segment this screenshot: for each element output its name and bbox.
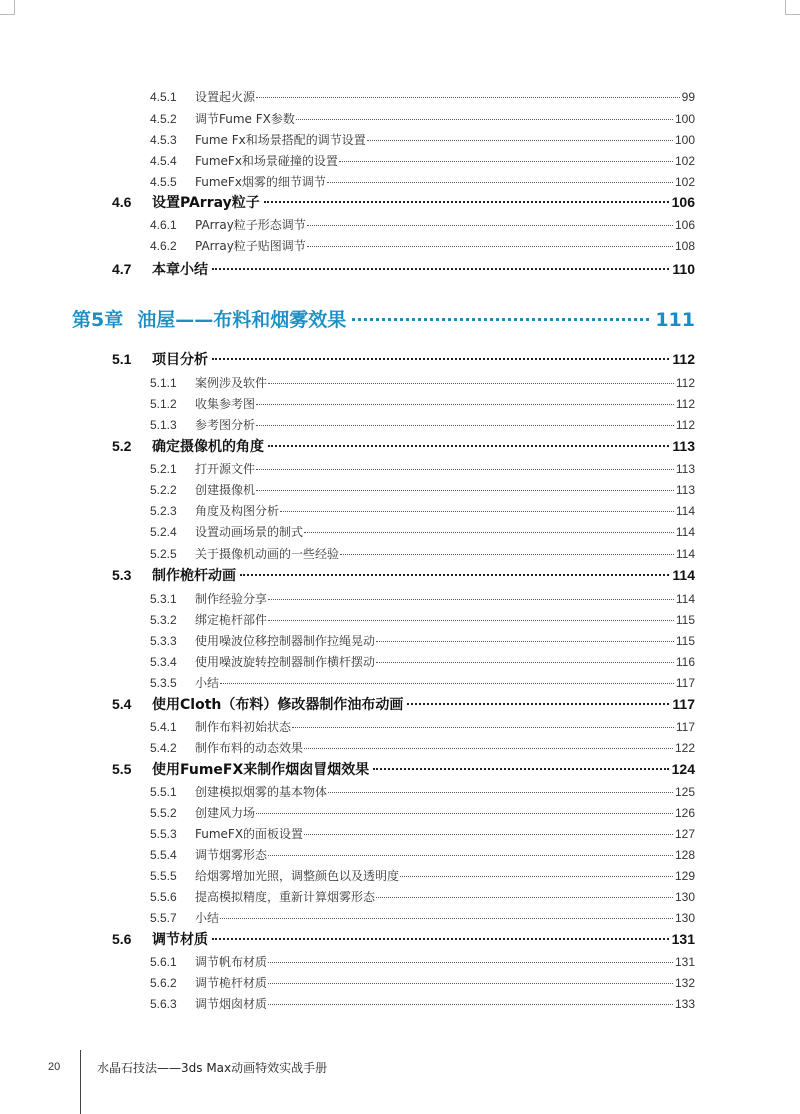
toc-entry-page: 102 [674,154,695,168]
toc-subsection-entry[interactable] [150,653,695,671]
dot-leader [268,383,674,384]
dot-leader [268,445,669,447]
dot-leader [339,161,673,162]
toc-entry-title: 调节桅杆材质 [195,976,268,990]
toc-entry-page: 130 [674,911,695,925]
toc-section-entry[interactable] [112,259,695,281]
toc-entry-title: 调节Fume FX参数 [195,112,295,126]
toc-entry-title: FumeFx烟雾的细节调节 [195,175,326,189]
toc-entry-page: 112 [672,351,695,367]
toc-entry-page: 122 [674,741,695,755]
dot-leader [268,599,674,600]
toc-entry-title: 关于摄像机动画的一些经验 [195,547,340,561]
toc-subsection-entry[interactable] [150,804,695,822]
toc-subsection-entry[interactable] [150,110,695,128]
toc-subsection-entry[interactable] [150,590,695,608]
dot-leader [268,983,673,984]
toc-chapter-entry[interactable] [72,305,695,335]
dot-leader [328,792,673,793]
toc-entry-number: 5.6.3 [150,997,177,1011]
toc-subsection-entry[interactable] [150,846,695,864]
toc-entry-page: 125 [674,785,695,799]
dot-leader [376,897,673,898]
dot-leader [307,225,673,226]
toc-entry-title: FumeFX的面板设置 [195,827,304,841]
toc-entry-number: 4.5.5 [150,175,177,189]
toc-entry-number: 5.2.5 [150,547,177,561]
toc-subsection-entry[interactable] [150,460,695,478]
toc-entry-page: 112 [675,397,695,411]
dot-leader [376,641,674,642]
toc-entry-page: 113 [675,483,695,497]
toc-entry-page: 127 [674,827,695,841]
toc-entry-page: 112 [675,418,695,432]
dot-leader [327,182,673,183]
dot-leader [307,246,673,247]
toc-entry-number: 4.7 [112,261,132,277]
toc-subsection-entry[interactable] [150,888,695,906]
crop-mark-right [785,0,800,15]
toc-entry-number: 5.3.4 [150,655,177,669]
toc-entry-number: 5.1.2 [150,397,177,411]
toc-entry-number: 4.6.2 [150,239,177,253]
dot-leader [268,855,673,856]
dot-leader [373,768,668,770]
toc-entry-number: 4.5.4 [150,154,177,168]
toc-entry-title: 使用噪波旋转控制器制作横杆摆动 [195,655,376,669]
toc-subsection-entry[interactable] [150,611,695,629]
toc-entry-number: 4.6 [112,194,132,210]
toc-entry-page: 131 [674,955,695,969]
dot-leader [268,1004,673,1005]
toc-subsection-entry[interactable] [150,481,695,499]
toc-entry-title: 本章小结 [152,262,208,278]
toc-subsection-entry[interactable] [150,995,695,1013]
toc-subsection-entry[interactable] [150,523,695,541]
dot-leader [256,425,674,426]
toc-entry-title: 调节帆布材质 [195,955,268,969]
dot-leader [407,703,669,705]
toc-entry-page: 131 [671,931,695,947]
toc-entry-page: 110 [672,261,695,277]
toc-subsection-entry[interactable] [150,825,695,843]
toc-entry-number: 4.5.1 [150,90,177,104]
toc-entry-number: 5.2.3 [150,504,177,518]
toc-entry-number: 4.5.2 [150,112,177,126]
toc-entry-page: 113 [672,438,695,454]
toc-entry-page: 117 [675,676,695,690]
toc-entry-title: PArray粒子贴图调节 [195,239,306,253]
toc-subsection-entry[interactable] [150,395,695,413]
toc-entry-title: 创建摄像机 [195,483,256,497]
page-number: 20 [48,1061,61,1073]
dot-leader [220,683,674,684]
toc-entry-title: 收集参考图 [195,397,256,411]
toc-section-entry[interactable] [112,436,695,458]
dot-leader [268,962,673,963]
toc-entry-number: 5.3.3 [150,634,177,648]
toc-entry-number: 5.4.1 [150,720,177,734]
toc-entry-title: 提高模拟精度，重新计算烟雾形态 [195,890,376,904]
toc-entry-number: 5.5 [112,761,132,777]
toc-section-entry[interactable] [112,349,695,371]
toc-subsection-entry[interactable] [150,152,695,170]
toc-entry-number: 5.5.7 [150,911,177,925]
toc-entry-title: 绑定桅杆部件 [195,613,268,627]
toc-entry-title: 小结 [195,911,220,925]
toc-entry-title: Fume Fx和场景搭配的调节设置 [195,133,366,147]
dot-leader [256,469,674,470]
toc-entry-page: 100 [674,112,695,126]
toc-entry-page: 133 [674,997,695,1011]
toc-entry-number: 5.1.3 [150,418,177,432]
toc-entry-number: 5.4 [112,696,132,712]
crop-mark-left [0,0,15,15]
toc-entry-page: 112 [675,376,695,390]
toc-section-entry[interactable] [112,694,695,716]
toc-subsection-entry[interactable] [150,416,695,434]
dot-leader [292,727,674,728]
toc-entry-title: 制作桅杆动画 [152,568,236,584]
toc-entry-page: 117 [675,720,695,734]
toc-entry-number: 5.6 [112,931,132,947]
toc-subsection-entry[interactable] [150,545,695,563]
dot-leader [376,662,674,663]
toc-entry-title: 角度及构图分析 [195,504,280,518]
toc-entry-page: 99 [681,90,695,104]
toc-entry-number: 5.4.2 [150,741,177,755]
toc-entry-page: 113 [675,462,695,476]
toc-entry-page: 130 [674,890,695,904]
toc-entry-title: 案例涉及软件 [195,376,268,390]
toc-entry-page: 106 [674,218,695,232]
toc-entry-title: 使用FumeFX来制作烟囱冒烟效果 [152,762,370,778]
toc-entry-title: 设置起火源 [195,90,256,104]
toc-subsection-entry[interactable] [150,953,695,971]
toc-subsection-entry[interactable] [150,216,695,234]
dot-leader [280,511,674,512]
dot-leader [304,834,673,835]
toc-entry-page: 116 [675,655,695,669]
dot-leader [367,140,673,141]
toc-section-entry[interactable] [112,565,695,587]
toc-entry-page: 115 [675,613,695,627]
toc-entry-number: 5.2 [112,438,132,454]
toc-entry-number: 5.3.5 [150,676,177,690]
dot-leader [304,532,674,533]
toc-entry-number: 5.2.2 [150,483,177,497]
toc-subsection-entry[interactable] [150,739,695,757]
toc-entry-title: 小结 [195,676,220,690]
toc-section-entry[interactable] [112,192,695,214]
toc-entry-title: 油屋——布料和烟雾效果 [137,309,347,331]
toc-entry-page: 108 [674,239,695,253]
toc-entry-title: 调节烟雾形态 [195,848,268,862]
toc-entry-page: 114 [675,547,695,561]
toc-entry-title: 项目分析 [152,352,208,368]
dot-leader [296,119,673,120]
toc-subsection-entry[interactable] [150,974,695,992]
footer-divider [80,1050,81,1114]
toc-entry-title: 制作经验分享 [195,592,268,606]
toc-entry-page: 111 [655,309,695,331]
toc-entry-number: 5.5.6 [150,890,177,904]
toc-entry-number: 5.3.1 [150,592,177,606]
toc-entry-number: 5.3.2 [150,613,177,627]
toc-entry-number: 5.1.1 [150,376,177,390]
toc-entry-number: 4.5.3 [150,133,177,147]
dot-leader [304,748,673,749]
toc-entry-page: 106 [671,194,695,210]
toc-entry-title: 制作布料初始状态 [195,720,292,734]
dot-leader [212,358,669,360]
toc-entry-title: 使用Cloth（布料）修改器制作油布动画 [152,697,404,713]
toc-entry-number: 4.6.1 [150,218,177,232]
toc-entry-page: 114 [672,567,695,583]
toc-entry-page: 115 [675,634,695,648]
book-title: 水晶石技法——3ds Max动画特效实战手册 [97,1061,328,1075]
toc-entry-title: 设置PArray粒子 [152,195,260,211]
toc-section-entry[interactable] [112,929,695,951]
toc-entry-number: 5.2.1 [150,462,177,476]
toc-entry-title: 设置动画场景的制式 [195,525,304,539]
toc-subsection-entry[interactable] [150,502,695,520]
toc-entry-page: 126 [674,806,695,820]
toc-entry-number: 5.6.1 [150,955,177,969]
dot-leader [212,268,669,270]
toc-entry-number: 5.5.5 [150,869,177,883]
toc-entry-title: 使用噪波位移控制器制作拉绳晃动 [195,634,376,648]
toc-entry-number: 5.5.2 [150,806,177,820]
toc-section-entry[interactable] [112,759,695,781]
toc-subsection-entry[interactable] [150,237,695,255]
dot-leader [212,938,669,940]
toc-entry-page: 124 [671,761,695,777]
dot-leader [256,490,674,491]
toc-entry-title: FumeFx和场景碰撞的设置 [195,154,338,168]
toc-entry-title: 参考图分析 [195,418,256,432]
toc-entry-title: 创建模拟烟雾的基本物体 [195,785,328,799]
toc-entry-page: 102 [674,175,695,189]
toc-subsection-entry[interactable] [150,718,695,736]
dot-leader [400,876,673,877]
toc-entry-number: 5.6.2 [150,976,177,990]
dot-leader [220,918,673,919]
toc-subsection-entry[interactable] [150,783,695,801]
dot-leader [352,318,649,321]
toc-subsection-entry[interactable] [150,131,695,149]
toc-entry-title: 给烟雾增加光照，调整颜色以及透明度 [195,869,400,883]
toc-entry-number: 第5章 [72,309,124,331]
toc-entry-title: 打开源文件 [195,462,256,476]
toc-entry-title: PArray粒子形态调节 [195,218,306,232]
dot-leader [340,554,674,555]
toc-entry-page: 114 [675,525,695,539]
toc-entry-title: 确定摄像机的角度 [152,439,264,455]
toc-entry-page: 117 [672,696,695,712]
toc-subsection-entry[interactable] [150,374,695,392]
toc-entry-title: 制作布料的动态效果 [195,741,304,755]
toc-entry-number: 5.5.1 [150,785,177,799]
dot-leader [256,404,674,405]
toc-entry-title: 调节材质 [152,932,208,948]
toc-subsection-entry[interactable] [150,88,695,106]
toc-entry-number: 5.1 [112,351,132,367]
dot-leader [268,620,674,621]
toc-subsection-entry[interactable] [150,173,695,191]
toc-entry-title: 调节烟囱材质 [195,997,268,1011]
toc-entry-number: 5.5.4 [150,848,177,862]
toc-entry-page: 128 [674,848,695,862]
toc-entry-page: 100 [674,133,695,147]
toc-entry-number: 5.5.3 [150,827,177,841]
dot-leader [264,201,669,203]
toc-subsection-entry[interactable] [150,909,695,927]
toc-entry-page: 114 [675,592,695,606]
toc-entry-number: 5.3 [112,567,132,583]
dot-leader [256,813,673,814]
dot-leader [256,97,680,98]
toc-entry-page: 132 [674,976,695,990]
toc-subsection-entry[interactable] [150,867,695,885]
toc-entry-page: 114 [675,504,695,518]
dot-leader [240,574,669,576]
toc-subsection-entry[interactable] [150,674,695,692]
toc-entry-number: 5.2.4 [150,525,177,539]
toc-entry-title: 创建风力场 [195,806,256,820]
toc-subsection-entry[interactable] [150,632,695,650]
toc-entry-page: 129 [674,869,695,883]
